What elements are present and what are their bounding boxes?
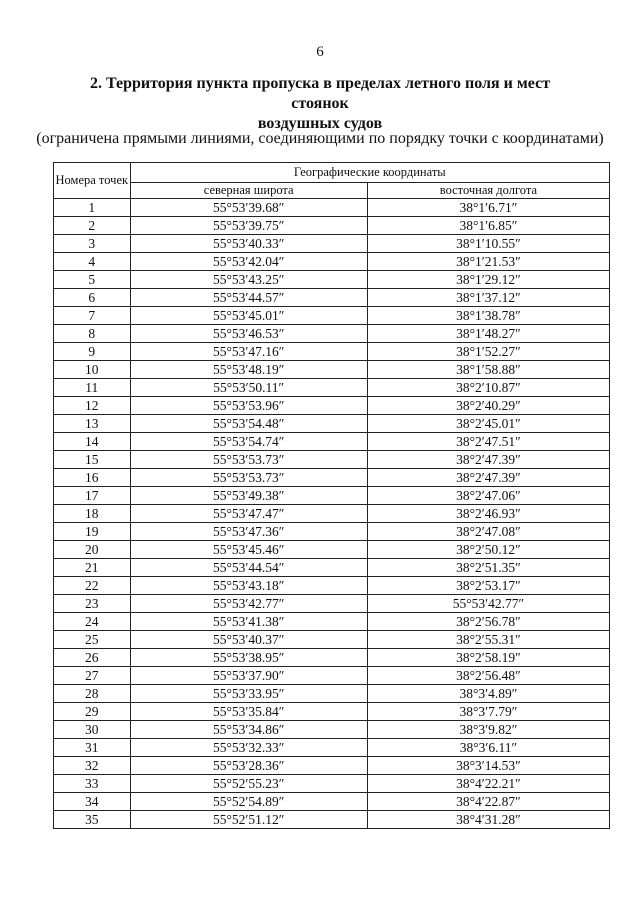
latitude-cell: 55°53′40.37″ [130,631,367,649]
point-number-cell: 2 [54,217,131,235]
longitude-cell: 38°2′58.19″ [367,649,609,667]
longitude-cell: 55°53′42.77″ [367,595,609,613]
latitude-cell: 55°53′45.46″ [130,541,367,559]
latitude-cell: 55°53′28.36″ [130,757,367,775]
header-latitude: северная широта [130,183,367,199]
point-number-cell: 22 [54,577,131,595]
longitude-cell: 38°1′37.12″ [367,289,609,307]
point-number-cell: 7 [54,307,131,325]
latitude-cell: 55°53′54.74″ [130,433,367,451]
point-number-cell: 26 [54,649,131,667]
latitude-cell: 55°53′42.04″ [130,253,367,271]
section-title [60,74,580,134]
longitude-cell: 38°3′6.11″ [367,739,609,757]
latitude-cell: 55°52′55.23″ [130,775,367,793]
header-geo-coordinates: Географические координаты [130,163,609,183]
latitude-cell: 55°52′54.89″ [130,793,367,811]
longitude-cell: 38°2′47.39″ [367,469,609,487]
point-number-cell: 18 [54,505,131,523]
latitude-cell: 55°53′47.47″ [130,505,367,523]
table-row [54,523,610,541]
latitude-cell: 55°53′33.95″ [130,685,367,703]
point-number-cell: 20 [54,541,131,559]
latitude-cell: 55°53′46.53″ [130,325,367,343]
point-number-cell: 16 [54,469,131,487]
table-row [54,397,610,415]
latitude-cell: 55°53′43.25″ [130,271,367,289]
table-row [54,613,610,631]
latitude-cell: 55°53′53.73″ [130,451,367,469]
latitude-cell: 55°53′54.48″ [130,415,367,433]
longitude-cell: 38°1′6.71″ [367,199,609,217]
longitude-cell: 38°1′29.12″ [367,271,609,289]
table-row [54,757,610,775]
latitude-cell: 55°53′48.19″ [130,361,367,379]
table-row [54,379,610,397]
longitude-cell: 38°2′55.31″ [367,631,609,649]
table-row [54,721,610,739]
point-number-cell: 34 [54,793,131,811]
latitude-cell: 55°53′38.95″ [130,649,367,667]
longitude-cell: 38°3′9.82″ [367,721,609,739]
point-number-cell: 32 [54,757,131,775]
table-row [54,361,610,379]
coordinates-table-body [54,199,610,829]
point-number-cell: 13 [54,415,131,433]
table-row [54,577,610,595]
table-row [54,451,610,469]
latitude-cell: 55°53′37.90″ [130,667,367,685]
page-number: 6 [316,44,324,60]
point-number-cell: 27 [54,667,131,685]
table-row [54,289,610,307]
point-number-cell: 28 [54,685,131,703]
table-row [54,487,610,505]
header-longitude: восточная долгота [367,183,609,199]
longitude-cell: 38°2′47.08″ [367,523,609,541]
table-row [54,775,610,793]
longitude-cell: 38°2′10.87″ [367,379,609,397]
table-row [54,811,610,829]
latitude-cell: 55°53′41.38″ [130,613,367,631]
point-number-cell: 14 [54,433,131,451]
longitude-cell: 38°4′31.28″ [367,811,609,829]
latitude-cell: 55°53′44.57″ [130,289,367,307]
header-point-number: Номера точек [54,163,131,199]
longitude-cell: 38°1′38.78″ [367,307,609,325]
table-row [54,253,610,271]
point-number-cell: 5 [54,271,131,289]
table-row [54,343,610,361]
latitude-cell: 55°53′34.86″ [130,721,367,739]
table-row [54,649,610,667]
longitude-cell: 38°4′22.87″ [367,793,609,811]
table-row [54,703,610,721]
latitude-cell: 55°53′50.11″ [130,379,367,397]
longitude-cell: 38°2′45.01″ [367,415,609,433]
table-row [54,469,610,487]
longitude-cell: 38°2′47.51″ [367,433,609,451]
table-row [54,667,610,685]
latitude-cell: 55°53′32.33″ [130,739,367,757]
point-number-cell: 9 [54,343,131,361]
table-row [54,685,610,703]
subtitle: (ограничена прямыми линиями, соединяющими по порядку точки с координатами) [36,130,604,147]
table-row [54,307,610,325]
point-number-cell: 35 [54,811,131,829]
point-number-cell: 15 [54,451,131,469]
point-number-cell: 8 [54,325,131,343]
table-row [54,217,610,235]
table-row [54,433,610,451]
point-number-cell: 24 [54,613,131,631]
longitude-cell: 38°1′48.27″ [367,325,609,343]
latitude-cell: 55°53′47.16″ [130,343,367,361]
table-row [54,739,610,757]
longitude-cell: 38°1′10.55″ [367,235,609,253]
section-title-line-2: воздушных судов [257,115,383,132]
latitude-cell: 55°53′43.18″ [130,577,367,595]
latitude-cell: 55°53′53.96″ [130,397,367,415]
longitude-cell: 38°2′47.06″ [367,487,609,505]
latitude-cell: 55°53′39.68″ [130,199,367,217]
point-number-cell: 25 [54,631,131,649]
point-number-cell: 4 [54,253,131,271]
latitude-cell: 55°53′39.75″ [130,217,367,235]
point-number-cell: 11 [54,379,131,397]
longitude-cell: 38°4′22.21″ [367,775,609,793]
longitude-cell: 38°2′56.48″ [367,667,609,685]
latitude-cell: 55°53′44.54″ [130,559,367,577]
latitude-cell: 55°52′51.12″ [130,811,367,829]
point-number-cell: 1 [54,199,131,217]
longitude-cell: 38°2′47.39″ [367,451,609,469]
longitude-cell: 38°2′53.17″ [367,577,609,595]
table-row [54,541,610,559]
latitude-cell: 55°53′49.38″ [130,487,367,505]
point-number-cell: 6 [54,289,131,307]
table-row [54,505,610,523]
longitude-cell: 38°2′40.29″ [367,397,609,415]
point-number-cell: 33 [54,775,131,793]
point-number-cell: 17 [54,487,131,505]
table-row [54,559,610,577]
table-row [54,235,610,253]
table-row [54,631,610,649]
point-number-cell: 3 [54,235,131,253]
latitude-cell: 55°53′35.84″ [130,703,367,721]
latitude-cell: 55°53′53.73″ [130,469,367,487]
longitude-cell: 38°1′6.85″ [367,217,609,235]
longitude-cell: 38°3′7.79″ [367,703,609,721]
point-number-cell: 12 [54,397,131,415]
point-number-cell: 31 [54,739,131,757]
longitude-cell: 38°1′21.53″ [367,253,609,271]
point-number-cell: 21 [54,559,131,577]
table-row [54,415,610,433]
point-number-cell: 29 [54,703,131,721]
latitude-cell: 55°53′45.01″ [130,307,367,325]
table-row [54,595,610,613]
longitude-cell: 38°1′58.88″ [367,361,609,379]
longitude-cell: 38°1′52.27″ [367,343,609,361]
longitude-cell: 38°2′51.35″ [367,559,609,577]
longitude-cell: 38°3′14.53″ [367,757,609,775]
table-row [54,325,610,343]
longitude-cell: 38°2′46.93″ [367,505,609,523]
latitude-cell: 55°53′42.77″ [130,595,367,613]
latitude-cell: 55°53′40.33″ [130,235,367,253]
table-row [54,271,610,289]
point-number-cell: 30 [54,721,131,739]
point-number-cell: 10 [54,361,131,379]
longitude-cell: 38°3′4.89″ [367,685,609,703]
latitude-cell: 55°53′47.36″ [130,523,367,541]
table-row [54,793,610,811]
point-number-cell: 23 [54,595,131,613]
section-title-line-1: 2. Территория пункта пропуска в пределах летного поля и мест стоянок [89,75,551,112]
point-number-cell: 19 [54,523,131,541]
longitude-cell: 38°2′56.78″ [367,613,609,631]
table-row [54,199,610,217]
coordinates-table [53,162,610,829]
longitude-cell: 38°2′50.12″ [367,541,609,559]
